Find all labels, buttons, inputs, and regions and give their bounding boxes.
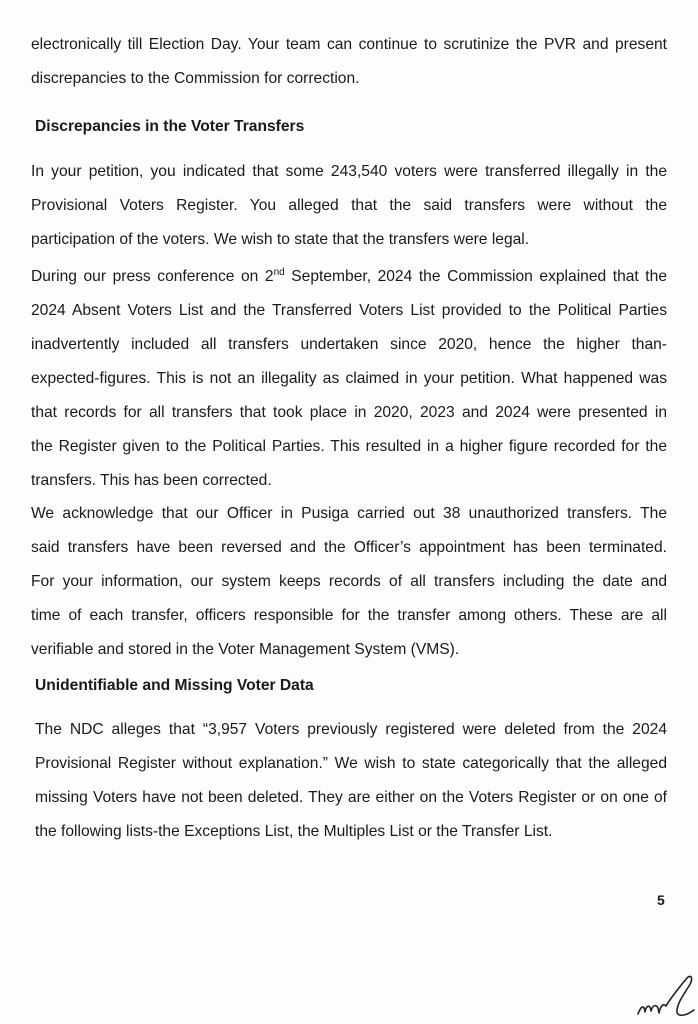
text-line: We acknowledge that our Officer in Pusiga carried out 38 unauthorized transfers. The <box>31 505 667 522</box>
ordinal-suffix: nd <box>273 267 285 278</box>
text-line: said transfers have been reversed and the Officer’s appointment has been terminated. <box>31 539 667 556</box>
intro-paragraph <box>31 28 667 96</box>
signature-icon <box>632 966 698 1022</box>
ndc-allegation-paragraph <box>35 713 667 849</box>
text-line: the following lists-the Exceptions List, the Multiples List or the Transfer List. <box>35 823 553 840</box>
petition-paragraph <box>31 155 667 257</box>
text-line: The NDC alleges that “3,957 Voters previously registered were deleted from the 2024 <box>35 721 667 738</box>
text-line: Provisional Voters Register. You alleged that the said transfers were without the <box>31 197 667 214</box>
section-heading-voter-transfers: Discrepancies in the Voter Transfers <box>35 118 305 135</box>
text-line: For your information, our system keeps records of all transfers including the date and <box>31 573 667 590</box>
text-line: time of each transfer, officers responsible for the transfer among others. These are all <box>31 607 667 624</box>
text-line: In your petition, you indicated that some 243,540 voters were transferred illegally in the <box>31 163 667 180</box>
text-line: transfers. This has been corrected. <box>31 472 272 489</box>
text-line: discrepancies to the Commission for correction. <box>31 70 360 87</box>
pusiga-paragraph <box>31 497 667 667</box>
page-number: 5 <box>657 892 665 908</box>
text-line: verifiable and stored in the Voter Management System (VMS). <box>31 641 460 658</box>
text-line <box>31 260 667 294</box>
text-line: inadvertently included all transfers undertaken since 2020, hence the higher than- <box>31 336 667 353</box>
text-fragment: September, 2024 the Commission explained that the <box>284 268 667 285</box>
text-line: the Register given to the Political Parties. This resulted in a higher figure recorded for the <box>31 438 667 455</box>
text-line: 2024 Absent Voters List and the Transferred Voters List provided to the Political Parties <box>31 302 667 319</box>
text-line: electronically till Election Day. Your team can continue to scrutinize the PVR and present <box>31 36 667 53</box>
text-line: expected-figures. This is not an illegality as claimed in your petition. What happened was <box>31 370 667 387</box>
section-heading-missing-voter-data: Unidentifiable and Missing Voter Data <box>35 677 314 694</box>
text-line: that records for all transfers that took place in 2020, 2023 and 2024 were presented in <box>31 404 667 421</box>
press-conference-paragraph <box>31 260 667 498</box>
text-line: participation of the voters. We wish to state that the transfers were legal. <box>31 231 530 248</box>
text-line: missing Voters have not been deleted. They are either on the Voters Register or on one of <box>35 789 667 806</box>
text-line: Provisional Register without explanation.” We wish to state categorically that the alleged <box>35 755 667 772</box>
text-fragment: During our press conference on 2 <box>31 268 274 285</box>
